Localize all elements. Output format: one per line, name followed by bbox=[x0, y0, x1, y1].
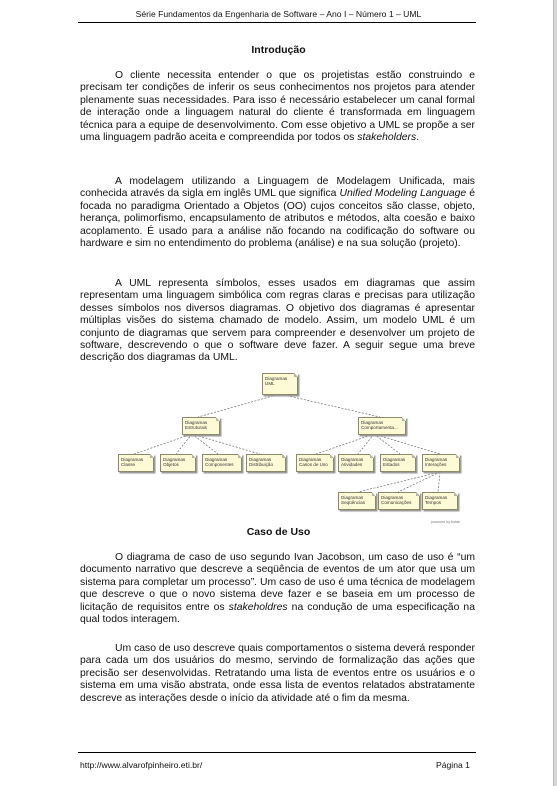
text-run: . bbox=[416, 132, 420, 144]
note-activities: Diagramas Atividades bbox=[338, 454, 374, 472]
text-run: na condução de uma especificação na qual todos interagem. bbox=[80, 601, 475, 626]
footer-rule bbox=[78, 752, 476, 753]
note-use-cases: Diagramas Casos de Uso bbox=[296, 454, 334, 472]
header-rule bbox=[78, 22, 476, 23]
intro-paragraph-1 bbox=[80, 70, 475, 144]
note-communications: Diagramas Comunicações bbox=[378, 492, 420, 510]
text-run: O diagrama de caso de uso segundo Ivan Jacobson, um caso de uso é “um documento narrativo que descreve a seqüência de eventos de um ator que usa um sistema para completar um processo”. Um caso de uso é uma técnica de modelagem que descreve o que o novo sistema deve fazer e se baseia em um processo de licitação de requisitos entre os bbox=[80, 552, 475, 613]
running-header: Série Fundamentos da Engenharia de Software – Ano I – Número 1 – UML bbox=[135, 9, 422, 19]
text-run: O cliente necessita entender o que os projetistas estão construindo e precisam ter condições de inferir os seus conhecimentos nos projetos para atender plenamente suas necessidades. Para isso é necessário estabelecer um canal formal de interação onde a linguagem natural do cliente é transformada em linguagem técnica para a equipe de desenvolvimento. Com esse objetivo a UML se propõe a ser uma linguagem padrão aceita e compreendida por todos os bbox=[80, 70, 475, 144]
note-structural: Diagramas Estruturais bbox=[182, 417, 220, 435]
note-states: Diagramas Estados bbox=[380, 454, 416, 472]
italic-run: stakeholdres bbox=[228, 601, 288, 613]
diagram-watermark: powered by Astah bbox=[431, 520, 460, 524]
note-behavioral: Diagramas Comportamenta... bbox=[358, 417, 406, 435]
footer-url: http://www.alvarofpinheiro.eti.br/ bbox=[80, 760, 203, 770]
note-deployment: Diagramas Distribuição bbox=[246, 454, 286, 472]
note-interactions: Diagramas Interações bbox=[422, 454, 460, 472]
note-class: Diagramas Classe bbox=[118, 454, 154, 472]
note-timing: Diagramas Tempos bbox=[422, 492, 458, 510]
page-edge-shadow bbox=[553, 0, 557, 786]
note-components: Diagramas Componentes bbox=[202, 454, 242, 472]
note-sequences: Diagramas Seqüências bbox=[338, 492, 376, 510]
intro-paragraph-2 bbox=[80, 176, 475, 250]
uml-diagram-tree bbox=[112, 368, 464, 524]
text-run: A UML representa símbolos, esses usados em diagramas que assim representam uma linguagem simbólica com regras claras e precisas para utilização desses símbolos nos diversos diagramas. O objetivo dos diagramas é apresentar múltiplas visões do sistema chamado de modelo. Assim, um modelo UML é um conjunto de diagramas que servem para compreender e desenvolver um projeto de software, descrevendo o que o software deve fazer. A seguir segue uma breve descrição dos diagramas da UML. bbox=[80, 278, 475, 364]
italic-run: Unified Modeling Language bbox=[339, 188, 467, 200]
note-objects: Diagramas Objetos bbox=[160, 454, 196, 472]
section-title-introducao: Introdução bbox=[251, 44, 306, 56]
text-run: Um caso de uso descreve quais comportamentos o sistema deverá responder para cada um dos usuários do mesmo, servindo de formalização das ações que precisão ser desenvolvidas. Retratando uma lista de eventos entre os usuários e o sistema em uma visão abstrata, onde essa lista de eventos relatados abstratamente descreve as interações desde o início da atividade até o fim da mesma. bbox=[80, 643, 475, 704]
usecase-paragraph-1 bbox=[80, 552, 475, 626]
note-uml-root: Diagramas UML bbox=[262, 373, 298, 395]
italic-run: stakeholders bbox=[357, 132, 417, 144]
section-title-caso-de-uso: Caso de Uso bbox=[246, 526, 311, 538]
intro-paragraph-3 bbox=[80, 278, 475, 365]
usecase-paragraph-2 bbox=[80, 643, 475, 705]
text-run: é focada no paradigma Orientado a Objetos (OO) cujos conceitos são classe, objeto, herança, polimorfismo, encapsulamento de atributos e métodos, alta coesão e baixo acoplamento. É usado para a análise não focando na codificação do software ou hardware e sim no entendimento do problema (análise) e na sua solução (projeto). bbox=[80, 188, 476, 250]
text-run: A modelagem utilizando a Linguagem de Modelagem Unificada, mais conhecida através da sigla em inglês UML que significa bbox=[80, 176, 475, 200]
footer-page-number: Página 1 bbox=[436, 760, 470, 770]
